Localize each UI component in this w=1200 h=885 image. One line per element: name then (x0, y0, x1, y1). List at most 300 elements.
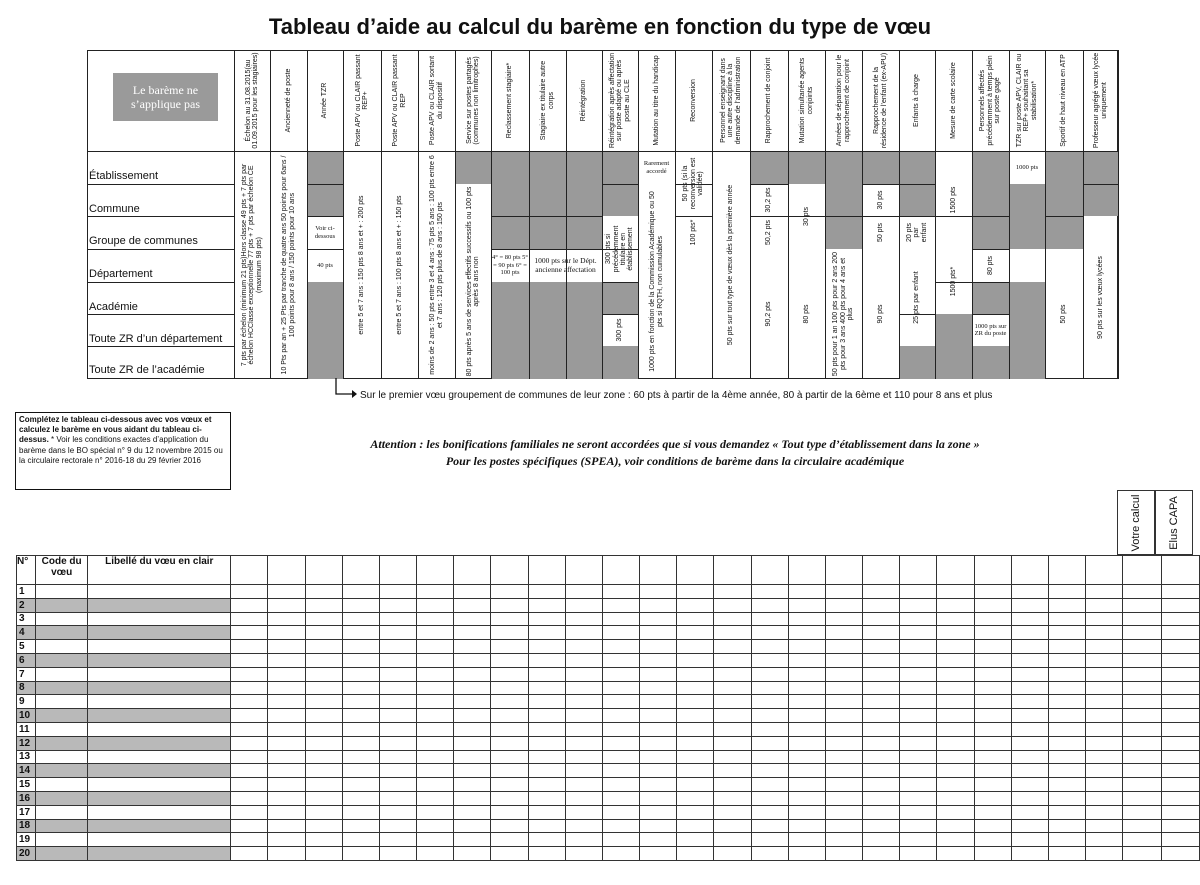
grid-cell[interactable] (937, 709, 974, 723)
grid-cell[interactable] (863, 791, 900, 805)
grid-cell[interactable] (602, 667, 639, 681)
grid-cell[interactable] (35, 598, 87, 612)
grid-cell[interactable] (231, 847, 268, 861)
grid-cell[interactable] (88, 764, 231, 778)
grid-cell[interactable] (677, 653, 714, 667)
grid-cell[interactable] (602, 764, 639, 778)
grid-cell[interactable] (602, 805, 639, 819)
grid-cell[interactable] (602, 736, 639, 750)
grid-cell[interactable] (231, 612, 268, 626)
grid-cell[interactable] (305, 833, 342, 847)
grid-cell[interactable] (1011, 791, 1048, 805)
grid-cell[interactable] (1086, 695, 1123, 709)
grid-cell[interactable] (88, 791, 231, 805)
grid-cell[interactable] (825, 805, 862, 819)
grid-cell[interactable] (417, 695, 454, 709)
grid-cell[interactable] (900, 667, 937, 681)
grid-cell[interactable] (35, 805, 87, 819)
grid-cell[interactable] (35, 585, 87, 599)
grid-cell[interactable] (1086, 667, 1123, 681)
grid-cell[interactable] (900, 709, 937, 723)
grid-cell[interactable] (1123, 764, 1161, 778)
grid-cell[interactable] (640, 612, 677, 626)
grid-cell[interactable] (825, 791, 862, 805)
grid-cell[interactable] (1011, 626, 1048, 640)
grid-cell[interactable] (640, 791, 677, 805)
grid-cell[interactable] (602, 681, 639, 695)
grid-cell[interactable] (491, 791, 528, 805)
grid-cell[interactable] (863, 667, 900, 681)
grid-cell[interactable] (565, 819, 602, 833)
grid-cell[interactable] (231, 778, 268, 792)
grid-cell[interactable] (305, 709, 342, 723)
grid-cell[interactable] (825, 819, 862, 833)
grid-cell[interactable] (714, 750, 751, 764)
grid-cell[interactable] (342, 847, 379, 861)
grid-cell[interactable] (1048, 709, 1085, 723)
grid-cell[interactable] (1011, 805, 1048, 819)
grid-cell[interactable] (863, 805, 900, 819)
grid-cell[interactable] (1048, 667, 1085, 681)
grid-cell[interactable] (751, 722, 788, 736)
grid-cell[interactable] (974, 598, 1011, 612)
grid-cell[interactable] (491, 847, 528, 861)
grid-cell[interactable] (1086, 819, 1123, 833)
grid-cell[interactable] (1123, 791, 1161, 805)
grid-cell[interactable] (1086, 778, 1123, 792)
grid-cell[interactable] (491, 819, 528, 833)
grid-cell[interactable] (1011, 764, 1048, 778)
grid-cell[interactable] (379, 695, 416, 709)
grid-cell[interactable] (417, 847, 454, 861)
grid-cell[interactable] (863, 640, 900, 654)
grid-cell[interactable] (714, 722, 751, 736)
grid-cell[interactable] (268, 640, 305, 654)
grid-cell[interactable] (379, 750, 416, 764)
grid-cell[interactable] (454, 598, 491, 612)
grid-cell[interactable] (900, 626, 937, 640)
grid-cell[interactable] (1161, 598, 1199, 612)
grid-cell[interactable] (825, 695, 862, 709)
grid-cell[interactable] (1048, 764, 1085, 778)
grid-cell[interactable] (35, 626, 87, 640)
grid-cell[interactable] (751, 653, 788, 667)
grid-cell[interactable] (454, 819, 491, 833)
grid-cell[interactable] (974, 585, 1011, 599)
grid-cell[interactable] (974, 736, 1011, 750)
grid-cell[interactable] (974, 750, 1011, 764)
grid-cell[interactable] (342, 791, 379, 805)
grid-cell[interactable] (1048, 736, 1085, 750)
grid-cell[interactable] (863, 626, 900, 640)
grid-cell[interactable] (268, 695, 305, 709)
grid-cell[interactable] (88, 805, 231, 819)
grid-cell[interactable] (491, 695, 528, 709)
grid-cell[interactable] (1161, 833, 1199, 847)
grid-cell[interactable] (1161, 640, 1199, 654)
grid-cell[interactable] (379, 736, 416, 750)
grid-cell[interactable] (1161, 847, 1199, 861)
grid-cell[interactable] (900, 778, 937, 792)
grid-cell[interactable] (491, 640, 528, 654)
grid-cell[interactable] (825, 653, 862, 667)
grid-cell[interactable] (88, 681, 231, 695)
grid-cell[interactable] (528, 695, 565, 709)
grid-cell[interactable] (1011, 736, 1048, 750)
grid-cell[interactable] (974, 612, 1011, 626)
grid-cell[interactable] (677, 750, 714, 764)
grid-cell[interactable] (825, 612, 862, 626)
grid-cell[interactable] (602, 695, 639, 709)
grid-cell[interactable] (1123, 847, 1161, 861)
grid-cell[interactable] (677, 640, 714, 654)
grid-cell[interactable] (1161, 653, 1199, 667)
grid-cell[interactable] (937, 736, 974, 750)
grid-cell[interactable] (900, 847, 937, 861)
grid-cell[interactable] (231, 598, 268, 612)
grid-cell[interactable] (1048, 626, 1085, 640)
grid-cell[interactable] (900, 598, 937, 612)
grid-cell[interactable] (1086, 833, 1123, 847)
grid-cell[interactable] (231, 736, 268, 750)
grid-cell[interactable] (528, 833, 565, 847)
grid-cell[interactable] (268, 667, 305, 681)
grid-cell[interactable] (900, 805, 937, 819)
grid-cell[interactable] (1048, 847, 1085, 861)
grid-cell[interactable] (379, 722, 416, 736)
grid-cell[interactable] (342, 764, 379, 778)
grid-cell[interactable] (788, 764, 825, 778)
grid-cell[interactable] (640, 764, 677, 778)
grid-cell[interactable] (88, 736, 231, 750)
grid-cell[interactable] (342, 653, 379, 667)
grid-cell[interactable] (602, 653, 639, 667)
grid-cell[interactable] (1011, 612, 1048, 626)
grid-cell[interactable] (863, 819, 900, 833)
grid-cell[interactable] (1048, 640, 1085, 654)
grid-cell[interactable] (1123, 640, 1161, 654)
grid-cell[interactable] (1123, 819, 1161, 833)
grid-cell[interactable] (788, 695, 825, 709)
grid-cell[interactable] (974, 791, 1011, 805)
grid-cell[interactable] (714, 709, 751, 723)
grid-cell[interactable] (88, 709, 231, 723)
grid-cell[interactable] (305, 764, 342, 778)
grid-cell[interactable] (491, 833, 528, 847)
grid-cell[interactable] (677, 709, 714, 723)
grid-cell[interactable] (454, 791, 491, 805)
grid-cell[interactable] (714, 681, 751, 695)
grid-cell[interactable] (454, 709, 491, 723)
grid-cell[interactable] (491, 709, 528, 723)
grid-cell[interactable] (1048, 598, 1085, 612)
grid-cell[interactable] (751, 750, 788, 764)
grid-cell[interactable] (342, 805, 379, 819)
grid-cell[interactable] (1161, 722, 1199, 736)
grid-cell[interactable] (788, 736, 825, 750)
grid-cell[interactable] (491, 750, 528, 764)
grid-cell[interactable] (602, 833, 639, 847)
grid-cell[interactable] (231, 764, 268, 778)
grid-cell[interactable] (1123, 805, 1161, 819)
grid-cell[interactable] (528, 764, 565, 778)
grid-cell[interactable] (1086, 626, 1123, 640)
grid-cell[interactable] (1011, 819, 1048, 833)
grid-cell[interactable] (677, 626, 714, 640)
grid-cell[interactable] (863, 847, 900, 861)
grid-cell[interactable] (677, 598, 714, 612)
grid-cell[interactable] (1086, 736, 1123, 750)
grid-cell[interactable] (714, 640, 751, 654)
grid-cell[interactable] (825, 585, 862, 599)
grid-cell[interactable] (528, 847, 565, 861)
grid-cell[interactable] (528, 653, 565, 667)
grid-cell[interactable] (1123, 612, 1161, 626)
grid-cell[interactable] (1123, 709, 1161, 723)
grid-cell[interactable] (379, 764, 416, 778)
grid-cell[interactable] (454, 750, 491, 764)
grid-cell[interactable] (528, 612, 565, 626)
grid-cell[interactable] (602, 819, 639, 833)
grid-cell[interactable] (1123, 585, 1161, 599)
grid-cell[interactable] (751, 667, 788, 681)
grid-cell[interactable] (1048, 653, 1085, 667)
grid-cell[interactable] (528, 709, 565, 723)
grid-cell[interactable] (305, 626, 342, 640)
grid-cell[interactable] (751, 736, 788, 750)
grid-cell[interactable] (602, 722, 639, 736)
grid-cell[interactable] (88, 750, 231, 764)
grid-cell[interactable] (677, 847, 714, 861)
grid-cell[interactable] (751, 695, 788, 709)
grid-cell[interactable] (825, 681, 862, 695)
grid-cell[interactable] (342, 736, 379, 750)
grid-cell[interactable] (417, 585, 454, 599)
grid-cell[interactable] (35, 736, 87, 750)
grid-cell[interactable] (88, 640, 231, 654)
grid-cell[interactable] (565, 778, 602, 792)
grid-cell[interactable] (640, 709, 677, 723)
grid-cell[interactable] (565, 585, 602, 599)
grid-cell[interactable] (714, 847, 751, 861)
grid-cell[interactable] (491, 612, 528, 626)
grid-cell[interactable] (1011, 667, 1048, 681)
grid-cell[interactable] (1086, 847, 1123, 861)
grid-cell[interactable] (1086, 805, 1123, 819)
grid-cell[interactable] (417, 750, 454, 764)
grid-cell[interactable] (751, 764, 788, 778)
grid-cell[interactable] (974, 833, 1011, 847)
grid-cell[interactable] (379, 819, 416, 833)
grid-cell[interactable] (1086, 640, 1123, 654)
grid-cell[interactable] (751, 805, 788, 819)
grid-cell[interactable] (677, 833, 714, 847)
grid-cell[interactable] (1123, 626, 1161, 640)
grid-cell[interactable] (788, 778, 825, 792)
grid-cell[interactable] (937, 640, 974, 654)
grid-cell[interactable] (491, 736, 528, 750)
grid-cell[interactable] (35, 681, 87, 695)
grid-cell[interactable] (528, 585, 565, 599)
grid-cell[interactable] (825, 736, 862, 750)
grid-cell[interactable] (937, 681, 974, 695)
grid-cell[interactable] (751, 640, 788, 654)
grid-cell[interactable] (677, 736, 714, 750)
grid-cell[interactable] (1086, 764, 1123, 778)
grid-cell[interactable] (640, 736, 677, 750)
grid-cell[interactable] (565, 598, 602, 612)
grid-cell[interactable] (788, 598, 825, 612)
grid-cell[interactable] (602, 598, 639, 612)
grid-cell[interactable] (863, 722, 900, 736)
grid-cell[interactable] (714, 736, 751, 750)
grid-cell[interactable] (268, 791, 305, 805)
grid-cell[interactable] (305, 585, 342, 599)
grid-cell[interactable] (974, 805, 1011, 819)
grid-cell[interactable] (1161, 612, 1199, 626)
grid-cell[interactable] (974, 847, 1011, 861)
grid-cell[interactable] (565, 736, 602, 750)
grid-cell[interactable] (640, 653, 677, 667)
grid-cell[interactable] (863, 598, 900, 612)
grid-cell[interactable] (1048, 819, 1085, 833)
grid-cell[interactable] (268, 722, 305, 736)
grid-cell[interactable] (491, 778, 528, 792)
grid-cell[interactable] (1086, 598, 1123, 612)
grid-cell[interactable] (417, 805, 454, 819)
grid-cell[interactable] (714, 585, 751, 599)
grid-cell[interactable] (1011, 833, 1048, 847)
grid-cell[interactable] (491, 667, 528, 681)
grid-cell[interactable] (640, 833, 677, 847)
grid-cell[interactable] (974, 653, 1011, 667)
grid-cell[interactable] (88, 819, 231, 833)
grid-cell[interactable] (35, 833, 87, 847)
grid-cell[interactable] (305, 736, 342, 750)
grid-cell[interactable] (268, 847, 305, 861)
grid-cell[interactable] (1086, 681, 1123, 695)
grid-cell[interactable] (640, 722, 677, 736)
grid-cell[interactable] (1161, 819, 1199, 833)
grid-cell[interactable] (231, 626, 268, 640)
grid-cell[interactable] (342, 598, 379, 612)
grid-cell[interactable] (88, 847, 231, 861)
grid-cell[interactable] (863, 709, 900, 723)
grid-cell[interactable] (900, 736, 937, 750)
grid-cell[interactable] (231, 819, 268, 833)
grid-cell[interactable] (788, 667, 825, 681)
grid-cell[interactable] (454, 612, 491, 626)
grid-cell[interactable] (35, 764, 87, 778)
grid-cell[interactable] (751, 819, 788, 833)
grid-cell[interactable] (714, 805, 751, 819)
grid-cell[interactable] (417, 778, 454, 792)
grid-cell[interactable] (491, 805, 528, 819)
grid-cell[interactable] (35, 847, 87, 861)
grid-cell[interactable] (788, 653, 825, 667)
grid-cell[interactable] (305, 681, 342, 695)
grid-cell[interactable] (565, 764, 602, 778)
grid-cell[interactable] (88, 585, 231, 599)
grid-cell[interactable] (88, 667, 231, 681)
grid-cell[interactable] (342, 778, 379, 792)
grid-cell[interactable] (565, 640, 602, 654)
grid-cell[interactable] (417, 736, 454, 750)
grid-cell[interactable] (825, 750, 862, 764)
grid-cell[interactable] (342, 833, 379, 847)
grid-cell[interactable] (342, 750, 379, 764)
grid-cell[interactable] (565, 667, 602, 681)
grid-cell[interactable] (454, 585, 491, 599)
grid-cell[interactable] (751, 847, 788, 861)
grid-cell[interactable] (1123, 736, 1161, 750)
grid-cell[interactable] (863, 695, 900, 709)
grid-cell[interactable] (937, 750, 974, 764)
grid-cell[interactable] (863, 833, 900, 847)
grid-cell[interactable] (677, 695, 714, 709)
grid-cell[interactable] (1048, 722, 1085, 736)
grid-cell[interactable] (88, 833, 231, 847)
grid-cell[interactable] (1011, 681, 1048, 695)
grid-cell[interactable] (677, 805, 714, 819)
grid-cell[interactable] (565, 791, 602, 805)
grid-cell[interactable] (1161, 791, 1199, 805)
grid-cell[interactable] (268, 764, 305, 778)
grid-cell[interactable] (640, 626, 677, 640)
grid-cell[interactable] (305, 805, 342, 819)
grid-cell[interactable] (35, 778, 87, 792)
grid-cell[interactable] (1161, 764, 1199, 778)
grid-cell[interactable] (900, 791, 937, 805)
grid-cell[interactable] (454, 833, 491, 847)
grid-cell[interactable] (1011, 695, 1048, 709)
grid-cell[interactable] (1048, 695, 1085, 709)
grid-cell[interactable] (565, 750, 602, 764)
grid-cell[interactable] (231, 667, 268, 681)
grid-cell[interactable] (565, 653, 602, 667)
grid-cell[interactable] (1161, 805, 1199, 819)
grid-cell[interactable] (1123, 695, 1161, 709)
grid-cell[interactable] (88, 722, 231, 736)
grid-cell[interactable] (714, 626, 751, 640)
grid-cell[interactable] (417, 640, 454, 654)
grid-cell[interactable] (342, 709, 379, 723)
grid-cell[interactable] (379, 791, 416, 805)
grid-cell[interactable] (937, 626, 974, 640)
grid-cell[interactable] (491, 681, 528, 695)
grid-cell[interactable] (677, 819, 714, 833)
grid-cell[interactable] (379, 612, 416, 626)
grid-cell[interactable] (825, 778, 862, 792)
grid-cell[interactable] (714, 612, 751, 626)
grid-cell[interactable] (714, 819, 751, 833)
grid-cell[interactable] (379, 585, 416, 599)
grid-cell[interactable] (1011, 750, 1048, 764)
grid-cell[interactable] (974, 695, 1011, 709)
grid-cell[interactable] (1048, 791, 1085, 805)
grid-cell[interactable] (528, 819, 565, 833)
grid-cell[interactable] (379, 640, 416, 654)
grid-cell[interactable] (825, 847, 862, 861)
grid-cell[interactable] (231, 681, 268, 695)
grid-cell[interactable] (974, 667, 1011, 681)
grid-cell[interactable] (825, 722, 862, 736)
grid-cell[interactable] (379, 653, 416, 667)
grid-cell[interactable] (788, 722, 825, 736)
grid-cell[interactable] (342, 722, 379, 736)
grid-cell[interactable] (231, 805, 268, 819)
grid-cell[interactable] (900, 722, 937, 736)
